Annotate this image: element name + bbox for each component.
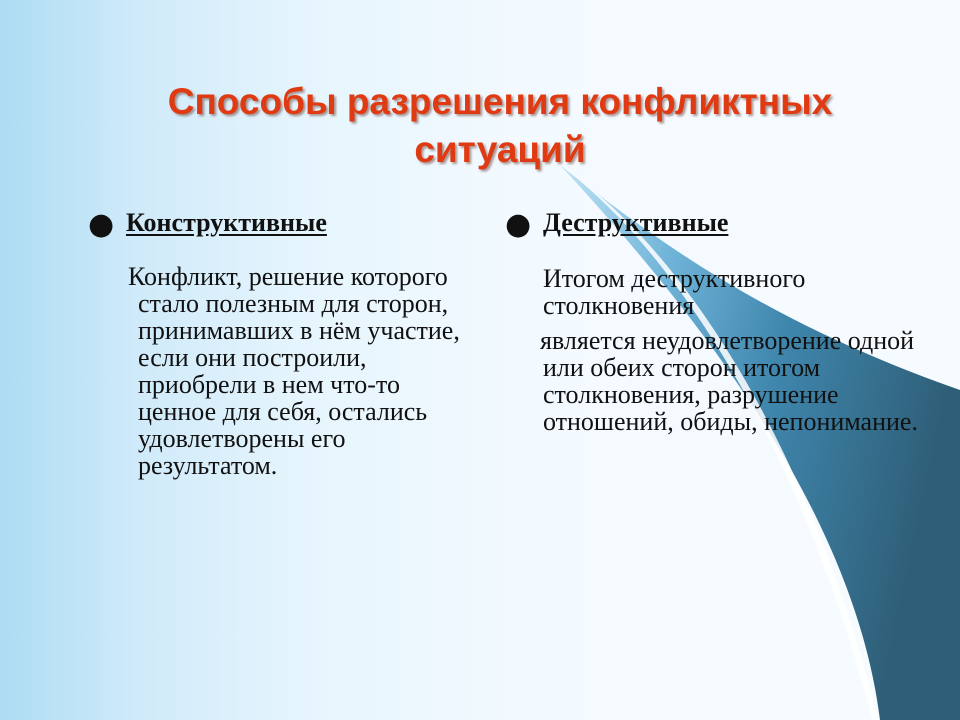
destructive-description-1: Итогом деструктивного столкновения [543, 264, 806, 320]
constructive-bullet-row [88, 205, 468, 243]
slide-title-line-1: Способы разрешения конфликтных [167, 81, 833, 122]
bullet-dot-icon: ● [505, 207, 532, 242]
destructive-bullet-row [505, 205, 925, 243]
destructive-heading: Деструктивные [543, 208, 729, 237]
slide-title [60, 78, 940, 174]
destructive-column [505, 205, 925, 436]
constructive-heading: Конструктивные [126, 208, 327, 237]
destructive-description-2: является неудовлетворение одной или обеих сторон итогом столкновения, разрушение отношений, обиды, непонимание. [540, 326, 918, 436]
constructive-description: Конфликт, решение которого стало полезным для сторон, принимавших в нём участие, если они построили, приобрели в нем что-то ценное для себя, остались удовлетворены его результатом. [128, 262, 460, 480]
slide-title-line-2: ситуаций [414, 129, 586, 170]
constructive-column [88, 205, 468, 480]
bullet-dot-icon: ● [88, 207, 115, 242]
